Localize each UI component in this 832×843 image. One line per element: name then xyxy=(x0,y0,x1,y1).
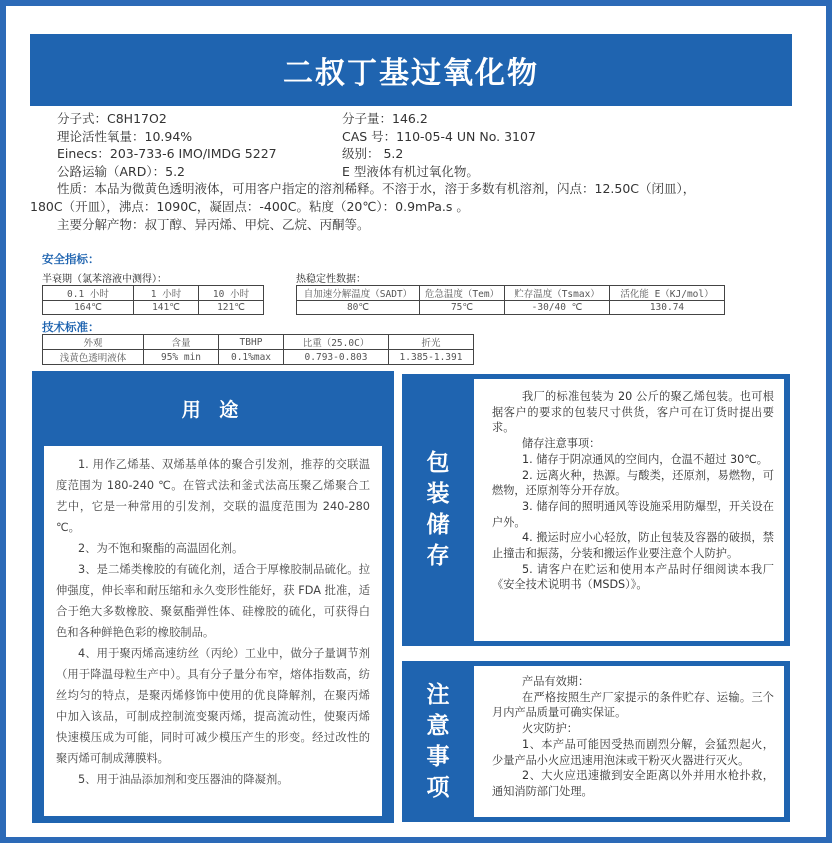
thermal-label: 热稳定性数据： xyxy=(296,274,366,285)
table-cell: 1.385-1.391 xyxy=(389,350,474,365)
formula: 分子式：C8H17O2 xyxy=(57,111,167,126)
table-cell: 75℃ xyxy=(420,301,505,315)
table-cell: 141℃ xyxy=(134,301,199,315)
notes-para: 在严格按照生产厂家提示的条件贮存、运输。三个月内产品质量可确实保证。 xyxy=(492,690,774,720)
product-type: E 型液体有机过氧化物。 xyxy=(342,163,479,179)
table-row xyxy=(43,301,264,315)
table-cell: 80℃ xyxy=(297,301,420,315)
table-cell: 164℃ xyxy=(43,301,134,315)
storage-label-char: 储 xyxy=(426,512,450,538)
notes-label xyxy=(402,661,474,822)
table-cell: 121℃ xyxy=(199,301,264,315)
table-cell: 含量 xyxy=(144,335,219,350)
storage-para: 5. 请客户在贮运和使用本产品时仔细阅读本我厂《安全技术说明书（MSDS）》。 xyxy=(492,562,774,592)
storage-label-char: 包 xyxy=(426,450,450,476)
notes-label-char: 事 xyxy=(426,743,450,770)
table-cell: 0.793-0.803 xyxy=(284,350,389,365)
storage-para: 储存注意事项： xyxy=(522,437,601,451)
notes-label-char: 注 xyxy=(426,681,450,708)
table-row xyxy=(43,350,474,365)
table-cell: 0.1 小时 xyxy=(43,286,134,301)
storage-para: 我厂的标准包装为 20 公斤的聚乙烯包装。也可根据客户的要求的包装尺寸供货，客户可在订货时提出要求。 xyxy=(492,390,774,435)
usage-item: 5、用于油品添加剂和变压器油的降凝剂。 xyxy=(78,773,289,786)
molecular-weight: 分子量：146.2 xyxy=(342,111,428,126)
table-cell: 危急温度（Tem） xyxy=(420,286,505,301)
tech-table xyxy=(42,334,474,365)
notes-label-char: 意 xyxy=(426,712,450,739)
table-cell: 130.74 xyxy=(610,301,725,315)
table-cell: 0.1%max xyxy=(219,350,284,365)
table-cell: 1 小时 xyxy=(134,286,199,301)
storage-para: 4. 搬运时应小心轻放，防止包装及容器的破损，禁止撞击和振荡，分装和搬运作业要注意个人防护。 xyxy=(492,531,774,561)
cas-number: CAS 号：110-05-4 UN No. 3107 xyxy=(342,128,536,144)
table-cell: TBHP xyxy=(219,335,284,350)
usage-item: 2、为不饱和聚酯的高温固化剂。 xyxy=(78,542,244,555)
einecs: Einecs：203-733-6 IMO/IMDG 5227 xyxy=(57,146,277,162)
table-cell: 95% min xyxy=(144,350,219,365)
usage-item: 4、用于聚丙烯高速纺丝（丙纶）工业中，做分子量调节剂（用于降温母粒生产中）。具有分子量分布窄，熔体指数高，纺丝均匀的特点，是聚丙烯修饰中使用的优良降解剂，在聚丙烯中加入该品，可制成控制流变聚丙烯，提高流动性，使聚丙烯快速模压成为可能，同时可减少模压产生的形变。经过改性的聚丙烯可制成薄膜料。 xyxy=(56,647,370,765)
notes-panel xyxy=(402,661,790,822)
storage-body xyxy=(474,379,784,641)
table-cell: 10 小时 xyxy=(199,286,264,301)
table-cell: 贮存温度（Tsmax） xyxy=(505,286,610,301)
table-cell: 外观 xyxy=(43,335,144,350)
properties-block xyxy=(30,110,802,233)
active-oxygen: 理论活性氧量：10.94% xyxy=(57,128,193,144)
tech-title: 技术标准： xyxy=(42,320,100,334)
storage-label-char: 存 xyxy=(426,543,450,569)
storage-para: 2. 远离火种，热源。与酸类，还原剂，易燃物，可燃物，还原剂等分开存放。 xyxy=(492,468,774,498)
table-cell: 折光 xyxy=(389,335,474,350)
safety-title: 安全指标： xyxy=(42,252,100,266)
storage-label xyxy=(402,374,474,646)
nature-line-2: 180C（开皿），沸点：1090C，凝固点：-400C。粘度（20℃）：0.9mPa.s 。 xyxy=(30,198,469,214)
usage-body xyxy=(44,446,382,816)
table-cell: 自加速分解温度（SADT） xyxy=(297,286,420,301)
props-row xyxy=(42,128,802,146)
storage-para: 3. 储存间的照明通风等设施采用防爆型，开关设在户外。 xyxy=(492,499,774,529)
usage-panel xyxy=(32,371,394,823)
table-cell: 浅黄色透明液体 xyxy=(43,350,144,365)
props-row xyxy=(42,110,802,128)
table-row xyxy=(297,301,725,315)
storage-panel xyxy=(402,374,790,646)
props-row xyxy=(42,163,802,181)
thermal-table xyxy=(296,285,725,315)
decomposition-products: 主要分解产物：叔丁醇、异丙烯、甲烷、乙烷、丙酮等。 xyxy=(57,216,370,232)
nature-line-1: 性质：本品为微黄色透明液体，可用客户指定的溶剂稀释。不溶于水，溶于多数有机溶剂，闪点：12.50C（闭皿）， xyxy=(57,181,696,197)
halflife-label: 半衰期（氯苯溶液中测得）： xyxy=(42,274,167,285)
storage-label-char: 装 xyxy=(426,481,450,507)
notes-para: 火灾防护： xyxy=(522,722,578,736)
table-header-row xyxy=(43,335,474,350)
notes-body xyxy=(474,666,784,817)
ard: 公路运输（ARD）：5.2 xyxy=(57,163,185,179)
table-header-row xyxy=(297,286,725,301)
storage-para: 1. 储存于阴凉通风的空间内，仓温不超过 30℃。 xyxy=(522,452,768,466)
table-cell: 比重（25.0C） xyxy=(284,335,389,350)
usage-title: 用 途 xyxy=(181,399,245,421)
notes-para: 2、大火应迅速撤到安全距离以外并用水枪扑救，通知消防部门处理。 xyxy=(492,769,774,798)
page-title: 二叔丁基过氧化物 xyxy=(30,34,792,106)
table-cell: -30/40 ℃ xyxy=(505,301,610,315)
grade: 级别： 5.2 xyxy=(342,146,404,162)
halflife-table xyxy=(42,285,264,315)
table-header-row xyxy=(43,286,264,301)
usage-item: 1. 用作乙烯基、双烯基单体的聚合引发剂，推荐的交联温度范围为 180-240 ℃。在管式法和釜式法高压聚乙烯聚合工艺中，它是一种常用的引发剂，交联的温度范围为 240-280 ℃。 xyxy=(56,458,370,534)
usage-item: 3、是二烯类橡胶的有硫化剂，适合于厚橡胶制品硫化。拉伸强度，伸长率和耐压缩和永久变形性能好，获 FDA 批准，适合于绝大多数橡胶、聚氨酯弹性体、硅橡胶的硫化，可获得白色和各种鲜艳色彩的橡胶制品。 xyxy=(56,563,370,639)
notes-para: 1、本产品可能因受热而剧烈分解，会猛烈起火，少量产品小火应迅速用泡沫或干粉灭火器进行灭火。 xyxy=(492,737,774,767)
notes-label-char: 项 xyxy=(426,774,450,801)
notes-para: 产品有效期： xyxy=(522,675,590,688)
table-cell: 活化能 E（KJ/mol） xyxy=(610,286,725,301)
props-row xyxy=(42,145,802,163)
